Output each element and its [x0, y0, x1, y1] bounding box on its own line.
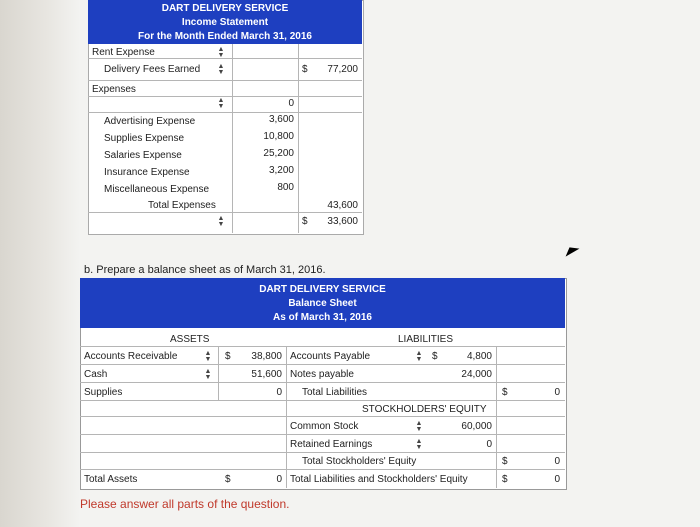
expense-amount-input[interactable]: 3,200 — [268, 165, 294, 176]
equity-header: STOCKHOLDERS' EQUITY — [362, 404, 487, 415]
is-company: DART DELIVERY SERVICE — [161, 3, 289, 14]
total-liabilities-dollar-sign: $ — [502, 387, 508, 398]
expense-label[interactable]: Miscellaneous Expense — [104, 184, 210, 195]
equity-amount-input[interactable]: 0 — [486, 439, 492, 450]
expenses-label: Expenses — [92, 84, 136, 95]
total-assets-amount-input[interactable]: 0 — [276, 474, 282, 485]
total-expenses-amount-input[interactable]: 43,600 — [327, 200, 358, 211]
first-expense-amount-input[interactable]: 0 — [288, 98, 294, 109]
bs-company: DART DELIVERY SERVICE — [259, 284, 386, 295]
total-equity-amount-input[interactable]: 0 — [554, 456, 560, 467]
revenue-item-dropdown[interactable]: Delivery Fees Earned — [104, 64, 201, 75]
expense-label[interactable]: Salaries Expense — [104, 150, 182, 161]
bs-grid-line — [80, 469, 565, 470]
is-grid-line — [88, 80, 362, 81]
chevron-updown-icon[interactable]: ▲ ▼ — [415, 350, 423, 363]
bs-date: As of March 31, 2016 — [273, 312, 372, 323]
is-period: For the Month Ended March 31, 2016 — [138, 31, 312, 42]
revenue-label-dropdown[interactable]: Rent Expense — [92, 47, 155, 58]
chevron-updown-icon[interactable]: ▲ ▼ — [415, 420, 423, 433]
total-assets-dollar-sign: $ — [225, 474, 231, 485]
chevron-updown-icon[interactable]: ▲ ▼ — [415, 438, 423, 451]
is-grid-line — [88, 112, 362, 113]
bs-grid-line — [80, 434, 565, 435]
is-title: Income Statement — [181, 17, 269, 28]
chevron-updown-icon[interactable]: ▲ ▼ — [217, 215, 225, 228]
chevron-updown-icon[interactable]: ▲ ▼ — [217, 63, 225, 76]
equity-amount-input[interactable]: 60,000 — [461, 421, 492, 432]
revenue-amount-input[interactable]: 77,200 — [327, 64, 358, 75]
expense-amount-input[interactable]: 25,200 — [263, 148, 294, 159]
total-liabilities-amount-input[interactable]: 0 — [554, 387, 560, 398]
liabilities-header: LIABILITIES — [398, 334, 454, 345]
net-income-dollar-sign: $ — [302, 216, 308, 227]
total-equity-dollar-sign: $ — [502, 456, 508, 467]
expense-label[interactable]: Advertising Expense — [104, 116, 196, 127]
chevron-updown-icon[interactable]: ▲ ▼ — [217, 46, 225, 59]
equity-label[interactable]: Retained Earnings — [290, 439, 373, 450]
expense-amount-input[interactable]: 3,600 — [268, 114, 294, 125]
bs-grid-line — [286, 346, 287, 488]
total-equity-label: Total Stockholders' Equity — [302, 456, 417, 467]
bs-grid-line — [80, 452, 565, 453]
expense-amount-input[interactable]: 10,800 — [263, 131, 294, 142]
total-liabilities-label: Total Liabilities — [302, 387, 368, 398]
question-prompt: b. Prepare a balance sheet as of March 31, 2016. — [84, 264, 326, 276]
background-shade — [0, 0, 80, 527]
bs-grid-line — [80, 416, 565, 417]
bs-grid-line — [80, 346, 565, 347]
liability-amount-input[interactable]: 24,000 — [461, 369, 492, 380]
income-statement-header — [88, 0, 362, 44]
chevron-updown-icon[interactable]: ▲ ▼ — [204, 350, 212, 363]
expense-amount-input[interactable]: 800 — [277, 182, 294, 193]
equity-label[interactable]: Common Stock — [290, 421, 359, 432]
liability-label[interactable]: Accounts Payable — [290, 351, 371, 362]
asset-dollar-sign: $ — [225, 351, 231, 362]
total-liabilities-equity-amount-input[interactable]: 0 — [554, 474, 560, 485]
liability-amount-input[interactable]: 4,800 — [466, 351, 492, 362]
total-expenses-label: Total Expenses — [148, 200, 216, 211]
total-assets-label: Total Assets — [84, 474, 138, 485]
bs-grid-line — [80, 364, 565, 365]
asset-label[interactable]: Accounts Receivable — [84, 351, 178, 362]
asset-amount-input[interactable]: 38,800 — [251, 351, 282, 362]
chevron-updown-icon[interactable]: ▲ ▼ — [204, 368, 212, 381]
expense-label[interactable]: Supplies Expense — [104, 133, 185, 144]
bs-grid-line — [80, 400, 565, 401]
is-grid-line — [298, 44, 299, 233]
asset-label[interactable]: Supplies — [84, 387, 123, 398]
total-liabilities-equity-dollar-sign: $ — [502, 474, 508, 485]
revenue-dollar-sign: $ — [302, 64, 308, 75]
bs-title: Balance Sheet — [288, 298, 357, 309]
balance-sheet-header — [80, 278, 565, 328]
bs-grid-line — [496, 346, 497, 488]
asset-amount-input[interactable]: 51,600 — [251, 369, 282, 380]
mouse-cursor-icon — [563, 243, 580, 256]
chevron-updown-icon[interactable]: ▲ ▼ — [217, 97, 225, 110]
bs-grid-line — [218, 346, 219, 400]
liability-dollar-sign: $ — [432, 351, 438, 362]
total-liabilities-equity-label: Total Liabilities and Stockholders' Equity — [290, 474, 468, 485]
liability-label[interactable]: Notes payable — [290, 369, 354, 380]
asset-label[interactable]: Cash — [84, 369, 108, 380]
expense-label[interactable]: Insurance Expense — [104, 167, 190, 178]
net-income-amount-input[interactable]: 33,600 — [327, 216, 358, 227]
asset-amount-input[interactable]: 0 — [276, 387, 282, 398]
is-grid-line — [232, 44, 233, 233]
assets-header: ASSETS — [170, 334, 210, 345]
footer-note: Please answer all parts of the question. — [80, 497, 290, 511]
bs-grid-line — [80, 382, 565, 383]
